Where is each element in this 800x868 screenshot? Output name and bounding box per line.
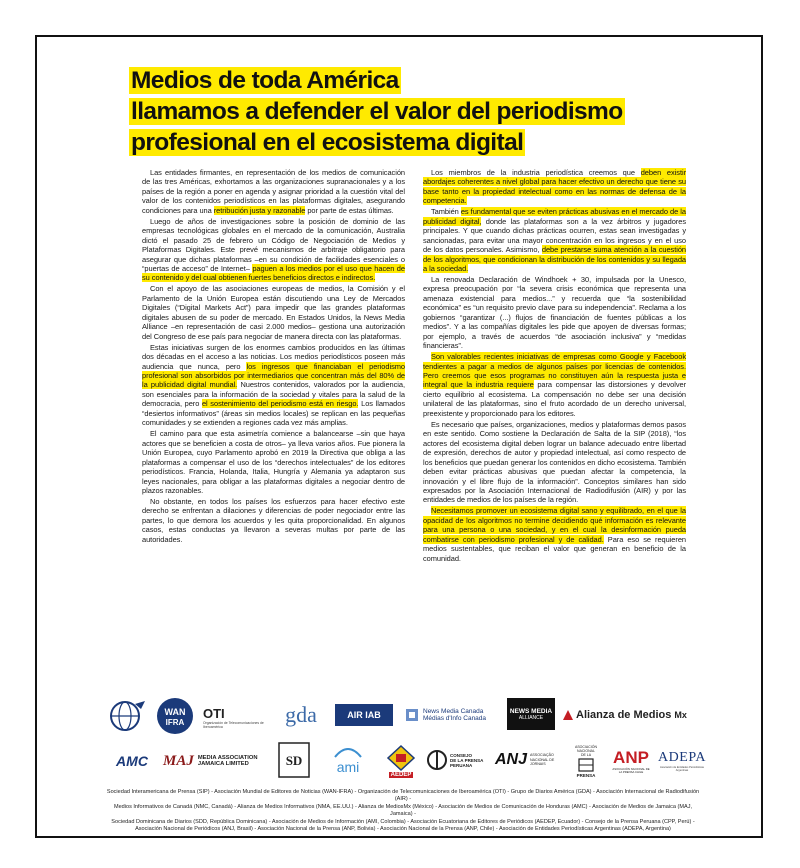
adepa-mark: ADEPA [658,749,706,765]
body-paragraph [423,275,686,351]
nmc-name-en: News Media Canada [423,708,484,715]
body-paragraph [142,168,405,215]
highlighted-text: Necesitamos promover un ecosistema digital sano y equilibrado, en el que la opacidad de los algoritmos no termine decidiendo qué información es relevante para una persona o una sociedad, y en el cual la desinformación pueda combatirse con periodismo profesional y de calidad. [423,506,686,544]
paragraph-text: Para eso se requieren medios sustentables, que reciban el valor que generan en beneficio de la comunidad. [423,534,686,563]
paragraph-text: No obstante, en todos los países los esfuerzos para hacer efectivo este derecho se enfrentan a dilaciones y diferencias de poder negociador entre las partes, lo que demora los acuerdos y les quita proporcionalidad. En algunos casos, estas conductas ya llevaron a severas multas por parte de las autoridades. [142,496,405,544]
aedep-emblem-icon [386,744,416,772]
body-paragraph [423,506,686,563]
aedep-mark: AEDEP [390,772,412,778]
paragraph-text: Con el apoyo de las asociaciones europeas de medios, la Comisión y el Parlamento de la Unión Europea están discutiendo una Ley de Mercados Digitales (“Digital Markets Act”) para impedir que las grandes plataformas digitales abusen de su poder de mercado. En Estados Unidos, la News Media Alliance –en representación de casi 2.000 medios– gestiona una autorización del Congreso de ese país para negociar de manera directa con las plataformas. [142,284,405,341]
paragraph-text: Las entidades firmantes, en representación de los medios de comunicación de las tres Américas, exhortamos a las organizaciones supranacionales y a los países de la región a poner en agenda y asignar prioridad a la cuestión vital del valor de los contenidos periodísticos en las plataformas digitales, asegurando condiciones para una [142,168,405,215]
credits-line-4: Asociación Nacional de Periódicos (ANJ, Brasil) - Asociación Nacional de la Prensa (ANP, Bolivia) - Asociación Nacional de la Prensa (ANP, Chile) - Asociación de Entidades Periodísticas Argentinas (ADEPA, Argentina) [135,826,671,833]
cpp-line-2: DE LA PRENSA [450,757,484,763]
paragraph-text: Es necesario que países, organizaciones, medios y plataformas demos pasos en este sentido. Como sostiene la Declaración de Salta de la SIP (2018), “los actores del ecosistema digital deben lograr un balance adecuado entre libertad de expresión, derechos de autor y propiedad intelectual, así como respecto de los beneficios que puedan generar los contenidos en dicho ecosistema. También deben evitar prácticas abusivas que puedan afectar la competencia, la innovación y el libre flujo de la información”. Conceptos similares han sido expresados por la Asociación Internacional de Radiodifusión (AIR) y por las entidades de medios de los países de la región. [423,419,686,505]
headline [129,65,689,158]
maj-line-2: JAMAICA LIMITED [197,761,249,767]
media-association-jamaica-logo [163,746,263,776]
highlighted-text: debe prestarse suma atención a la cuestión de los algoritmos, que condicionan la distribución de los contenidos y su llegada a la sociedad. [423,245,686,274]
cpp-line-3: PERUANA [450,762,473,768]
highlighted-text: es fundamental que se eviten prácticas abusivas en el mercado de la publicidad digital, [423,207,686,226]
body-paragraph [142,497,405,544]
svg-text:SD: SD [285,753,303,768]
anp-chile-subtitle: ASOCIACIÓN NACIONAL DE LA PRENSA CHILE [612,766,650,774]
advertisement-frame [35,35,763,838]
paragraph-text: También [431,207,461,217]
ami-logo [323,742,373,778]
aedep-logo [381,740,421,782]
ami-mark: ami [336,759,360,775]
nma-line-1: NEWS MEDIA [509,707,553,715]
paragraph-text: El camino para que esta asimetría comience a balancearse –sin que haya actores que se beneficien a costa de otros– ya lleva varios años. Fue pionera la Unión Europea, cuyo Parlamento aprobó en 2019 la Directiva que obliga a las plataformas a compensar el uso de los “derechos intelectuales” de los editores periodísticos. Francia, Holanda, Italia, Hungría y Alemania ya adaptaron sus leyes nacionales, para obligar a las plataformas digitales a negociar dentro de plazos razonables. [142,429,405,495]
credits-line-2: Medios Informativos de Canadá (NMC, Canadá) - Alianza de Medios Informativos (NMA, EE.UU.) - Alianza de MediosMx (México) - Asociación de Medios de Comunicación de Honduras (AMC) - Asociación de Medios de Jamaica (MAJ, Jamaica) - [113,803,693,818]
paragraph-text: Nuestros contenidos, valorados por la audiencia, son esenciales para la información de la sociedad y vitales para la salud de la democracia, pero [142,380,405,409]
highlighted-text: el sostenimiento del periodismo está en riesgo. [201,399,359,409]
anp-chile-logo [611,742,651,780]
sdd-logo [273,740,315,780]
paragraph-text: La renovada Declaración de Windhoek + 30, impulsada por la Unesco, expresa preocupación por “la severa crisis económica que representa una amenaza existencial para medios...” y recuerda que “la sostenibilidad económica” es “un requisito previo clave para su independencia”. Reclama a los gobiernos “garantizar (...) flujos de financiación de fuentes públicas a los medios”. Y a las compañías digitales les pide que apoyen de diversas formas; por ejemplo, a través de acuerdos “de asociación inclusiva” y “medidas financieras”. [423,274,686,351]
nmc-name-fr: Médias d'Info Canada [423,715,487,722]
right-column [423,168,686,686]
oti-logo [203,702,265,732]
anp-chile-mark: ANP [613,747,649,767]
anj-subtitle: ASSOCIAÇÃO NACIONAL DE JORNAIS [530,753,555,767]
oti-mark: OTI [203,705,225,721]
highlighted-text: retribución justa y razonable [213,205,306,215]
highlighted-text: paguen a los medios por el uso que hacen de su contenido y del cual obtienen fuertes beneficios directos e indirectos. [142,264,405,283]
body-paragraph [142,217,405,283]
anj-mark: ANJ [495,751,528,768]
anp-bolivia-emblem-icon [577,757,595,773]
amc-logo [107,746,157,776]
amc-mark: AMC [116,753,148,769]
maj-mark: MAJ [163,752,194,769]
anp-bol-line-3: DE LA [580,752,592,757]
anp-bol-line-4: PRENSA [576,772,596,778]
body-paragraph [423,168,686,206]
paragraph-text: por parte de estas últimas. [305,205,394,215]
news-media-canada-logo [405,700,500,730]
body-paragraph [142,429,405,495]
paragraph-text: Estas iniciativas surgen de los enormes cambios producidos en las últimas dos décadas en el acceso a las noticias. Los medios periodísticos poseen más audiencia que nunca, pero [142,342,405,371]
maj-line-1: MEDIA ASSOCIATION [197,755,258,761]
body-paragraph [423,352,686,418]
headline-line-1: Medios de toda América [131,67,399,94]
alianza-medios-mx-logo [563,704,703,726]
body-paragraph [142,284,405,341]
headline-line-3: profesional en el ecosistema digital [131,129,524,156]
body-columns [142,168,687,686]
body-paragraph [423,207,686,273]
anp-bol-line-2: NACIONAL [577,748,595,753]
body-paragraph [423,420,686,505]
anp-bol-line-1: ASOCIACIÓN [575,744,597,749]
credits-line-1: Sociedad Interamericana de Prensa (SIP) - Asociación Mundial de Editores de Noticias (WAN-IFRA) - Organización de Telecomunicaciones de Iberoamérica (OTI) - Grupo de Diarios América (GDA) - Asociación Internacional de Radiodifusión (AIR) - [106,789,700,803]
alianza-icon [563,710,573,720]
wan-ifra-logo [155,696,195,736]
gda-logo [275,696,327,734]
highlighted-text: deben existir abordajes coherentes a nivel global para hacer efectivo un derecho que tiene su base tanto en la propiedad intelectual como en las normas de defensa de la competencia. [423,168,687,206]
paragraph-text: donde las plataformas son a la vez árbitros y jugadores principales. Y que cuando dichas prácticas ocurren, estas sean investigadas y sancionadas, para evitar una mayor concentración en los ingresos y en el uso de los datos personales. Asimismo, [423,216,686,255]
paragraph-text: Los llamados “desiertos informativos” (áreas sin medios locales) se replican en las pequeñas comunidades y se extienden a regiones cada vez más amplias. [142,399,405,428]
adepa-logo [657,744,707,778]
credits-line-3: Sociedad Dominicana de Diarios (SDD, República Dominicana) - Asociación de Medios de Información (AMI, Colombia) - Asociación Ecuatoriana de Editores de Periódicos (AEDEP, Ecuador) - Consejo de la Prensa Peruana (CPP, Perú) - [111,818,695,825]
alianza-name: Alianza de Medios [576,709,672,721]
highlighted-text: Son valorables recientes iniciativas de empresas como Google y Facebook tendientes a pagar a medios de algunos países por licencias de contenidos. Pero creemos que esos programas no constituyen aún la respuesta justa e integral que la industria requiere [423,352,686,390]
signatories-credits [103,789,703,833]
cpp-emblem-icon [427,748,447,772]
headline-line-2: llamamos a defender el valor del periodismo [131,98,623,125]
left-column [142,168,405,686]
paragraph-text: para compensar las distorsiones y devolver cierto equilibrio al ecosistema. La compensación no debe ser una decisión unilateral de las plataformas, sino el fruto acordado de un derecho universal, preexistente y proporcionado para los editores. [423,380,687,418]
adepa-subtitle: Asociación de Entidades Periodísticas Argentinas [660,765,704,772]
alianza-mx: Mx [674,710,687,720]
sip-globe-logo [105,698,149,734]
paragraph-text: Los miembros de la industria periodística creemos que [431,168,641,177]
svg-text:IFRA: IFRA [165,718,185,727]
news-media-canada-icon [405,708,419,722]
anj-logo [495,746,567,774]
anp-bolivia-logo [571,738,601,784]
signatory-logos [105,694,705,786]
gda-mark: gda [285,702,317,727]
highlighted-text: los ingresos que financiaban el periodismo profesional son absorbidos por intermediarios que concentran más del 80% de la publicidad digital mundial. [142,361,405,390]
air-iab-logo [335,704,393,726]
body-paragraph [142,343,405,428]
nma-line-2: ALLIANCE [518,714,544,721]
consejo-prensa-peruana-logo [427,742,489,778]
svg-text:WAN: WAN [164,707,186,717]
ami-wave-icon [333,745,363,759]
oti-subtitle: Organización de Telecomunicaciones de Iberoamérica [203,720,264,729]
air-iab-mark: AIR IAB [347,710,381,720]
news-media-alliance-logo [507,698,555,730]
cpp-line-1: CONSEJO [450,752,473,758]
paragraph-text: Luego de años de investigaciones sobre la posición de dominio de las empresas tecnológicas globales en el mercado de la comunicación, Australia dictó el pasado 25 de febrero un Código de Negociación de Medios y Plataformas Digitales. Este prevé mecanismos de arbitraje obligatorio para asegurar que dichas plataformas –en su condición de facilidades esenciales o “puertas de acceso” de Internet– [142,216,405,274]
